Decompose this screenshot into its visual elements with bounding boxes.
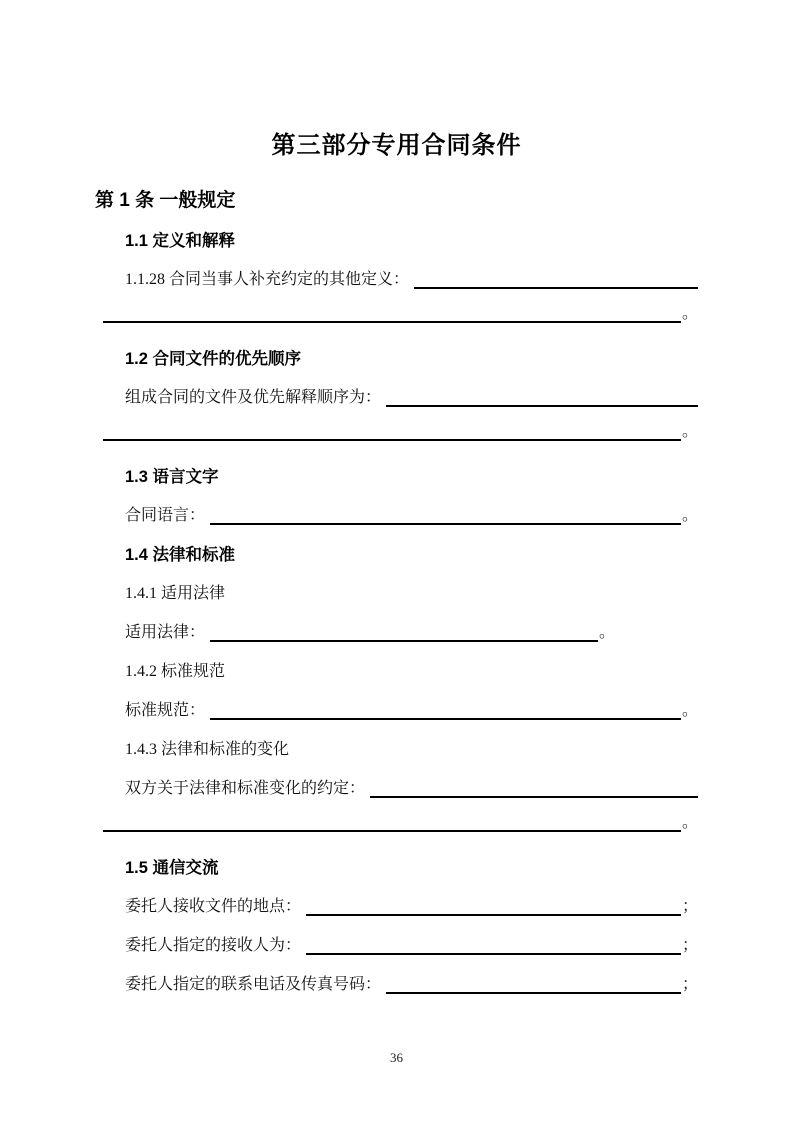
- subclause-row: [125, 565, 698, 604]
- fill-in-blank: [386, 403, 698, 407]
- subclause-title: 1.4.1 适用法律: [125, 585, 226, 602]
- fill-in-blank: [306, 951, 681, 955]
- fill-in-blank: [210, 521, 681, 525]
- fill-in-blank: [210, 716, 681, 720]
- clause-row: [125, 487, 698, 526]
- continuation-row: [98, 290, 698, 324]
- page-title: 第三部分专用合同条件: [271, 132, 522, 159]
- subclause-row: [125, 721, 698, 760]
- subclause-row: [125, 643, 698, 682]
- section-heading: 1.3 语言文字: [125, 468, 219, 486]
- clause-label: 委托人指定的联系电话及传真号码：: [125, 976, 382, 993]
- continuation-row: [98, 799, 698, 833]
- clause-row: [125, 878, 698, 917]
- section-heading: 1.4 法律和标准: [125, 546, 236, 564]
- punctuation-suffix: 。: [681, 507, 698, 524]
- subclause-title: 1.4.3 法律和标准的变化: [125, 741, 290, 758]
- article-heading: 第 1 条 一般规定: [95, 190, 236, 211]
- fill-in-blank: [306, 912, 681, 916]
- clause-row: [125, 369, 698, 408]
- clause-row: [125, 604, 698, 643]
- clause-label: 标准规范：: [125, 702, 206, 719]
- subclause-title: 1.4.2 标准规范: [125, 663, 226, 680]
- section-heading-row: [125, 526, 698, 565]
- clause-row: [125, 760, 698, 799]
- clause-label: 委托人指定的接收人为：: [125, 937, 302, 954]
- fill-in-blank: [386, 990, 681, 994]
- continuation-blank: [103, 319, 681, 323]
- section-heading-row: [125, 448, 698, 487]
- page-number: 36: [390, 1050, 403, 1065]
- section-heading: 1.2 合同文件的优先顺序: [125, 350, 302, 368]
- clause-row: [125, 682, 698, 721]
- clause-label: 组成合同的文件及优先解释顺序为：: [125, 389, 382, 406]
- fill-in-blank: [210, 638, 598, 642]
- punctuation-suffix: 。: [681, 814, 698, 831]
- clause-row: [125, 251, 698, 290]
- section-heading: 1.5 通信交流: [125, 859, 219, 877]
- clause-label: 双方关于法律和标准变化的约定：: [125, 780, 366, 797]
- contract-clauses: [95, 212, 698, 995]
- section-heading-row: [125, 839, 698, 878]
- clause-label: 1.1.28 合同当事人补充约定的其他定义：: [125, 271, 410, 288]
- punctuation-suffix: ；: [681, 937, 698, 954]
- punctuation-suffix: 。: [681, 305, 698, 322]
- continuation-row: [98, 408, 698, 442]
- clause-row: [125, 956, 698, 995]
- section-heading-row: [125, 212, 698, 251]
- section-heading-row: [125, 330, 698, 369]
- fill-in-blank: [414, 285, 698, 289]
- punctuation-suffix: ；: [681, 976, 698, 993]
- punctuation-suffix: 。: [599, 624, 616, 641]
- fill-in-blank: [370, 794, 698, 798]
- punctuation-suffix: 。: [681, 423, 698, 440]
- clause-label: 合同语言：: [125, 507, 206, 524]
- clause-label: 委托人接收文件的地点：: [125, 898, 302, 915]
- punctuation-suffix: 。: [681, 702, 698, 719]
- punctuation-suffix: ；: [681, 898, 698, 915]
- clause-label: 适用法律：: [125, 624, 206, 641]
- continuation-blank: [103, 437, 681, 441]
- continuation-blank: [103, 828, 681, 832]
- section-heading: 1.1 定义和解释: [125, 232, 236, 250]
- clause-row: [125, 917, 698, 956]
